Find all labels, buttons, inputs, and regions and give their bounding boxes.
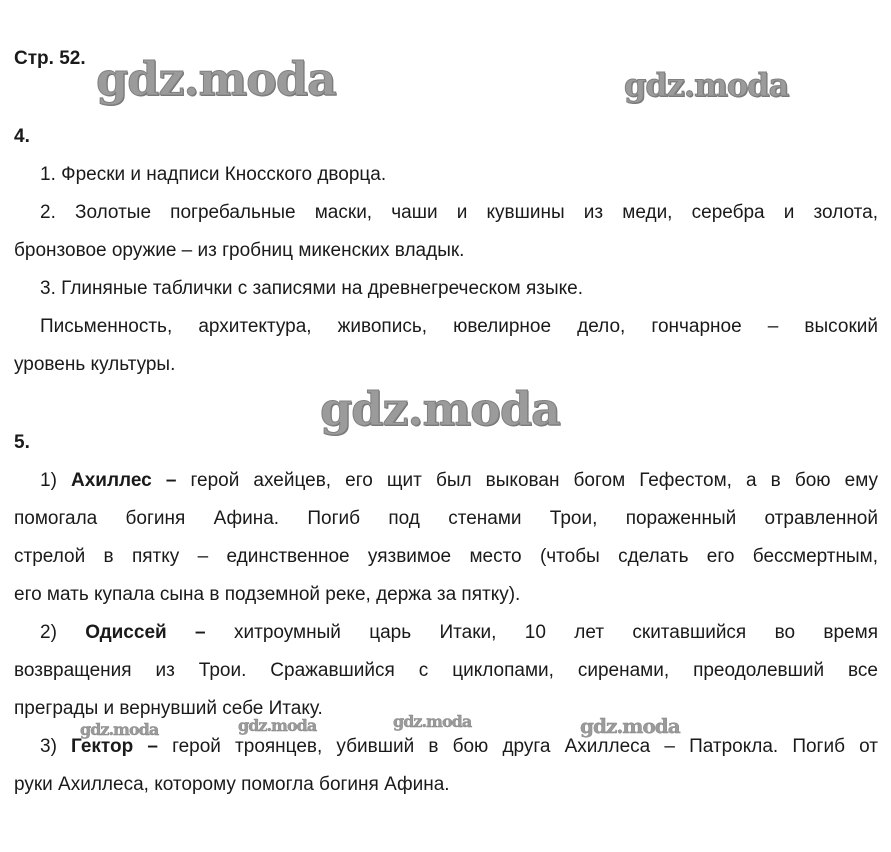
watermark-logo: gdz.moda — [624, 66, 789, 104]
hero-name: Гектор – — [71, 736, 158, 757]
answer-line: Письменность, архитектура, живопись, ювелирное дело, гончарное – высокий — [40, 316, 878, 337]
task-number: 5. — [14, 432, 30, 453]
page-reference: Стр. 52. — [14, 48, 86, 69]
item-prefix: 1) — [40, 470, 71, 491]
answer-line: возвращения из Трои. Сражавшийся с циклопами, сиренами, преодолевший все — [14, 660, 878, 681]
answer-line-odysseus — [40, 622, 878, 644]
watermark-logo: gdz.moda — [320, 382, 560, 436]
answer-line: 3. Глиняные таблички с записями на древнегреческом языке. — [40, 278, 583, 299]
watermark-logo: gdz.moda — [80, 720, 159, 739]
watermark-logo: gdz.moda — [580, 714, 680, 738]
watermark-logo: gdz.moda — [393, 712, 472, 731]
item-text: герой ахейцев, его щит был выкован богом Гефестом, а в бою ему — [176, 470, 878, 491]
answer-line-hector — [40, 736, 878, 758]
item-text: хитроумный царь Итаки, 10 лет скитавшийся во время — [205, 622, 878, 643]
answer-line: руки Ахиллеса, которому помогла богиня Афина. — [14, 774, 450, 795]
watermark-logo: gdz.moda — [96, 52, 336, 106]
answer-line: его мать купала сына в подземной реке, держа за пятку). — [14, 584, 521, 605]
hero-name: Одиссей – — [85, 622, 206, 643]
answer-line: уровень культуры. — [14, 354, 176, 375]
answer-line: стрелой в пятку – единственное уязвимое место (чтобы сделать его бессмертным, — [14, 546, 878, 567]
answer-line: 2. Золотые погребальные маски, чаши и кувшины из меди, серебра и золота, — [40, 202, 878, 223]
item-prefix: 3) — [40, 736, 72, 757]
answer-line: 1. Фрески и надписи Кносского дворца. — [40, 164, 387, 185]
item-prefix: 2) — [40, 622, 86, 643]
answer-line: бронзовое оружие – из гробниц микенских владык. — [14, 240, 465, 261]
hero-name: Ахиллес – — [71, 470, 177, 491]
item-text: герой троянцев, убивший в бою друга Ахиллеса – Патрокла. Погиб от — [157, 736, 878, 757]
answer-line: помогала богиня Афина. Погиб под стенами Трои, пораженный отравленной — [14, 508, 878, 529]
watermark-logo: gdz.moda — [238, 716, 317, 735]
answer-line: преграды и вернувший себе Итаку. — [14, 698, 323, 719]
task-number: 4. — [14, 126, 30, 147]
answer-line-achilles — [40, 470, 878, 492]
